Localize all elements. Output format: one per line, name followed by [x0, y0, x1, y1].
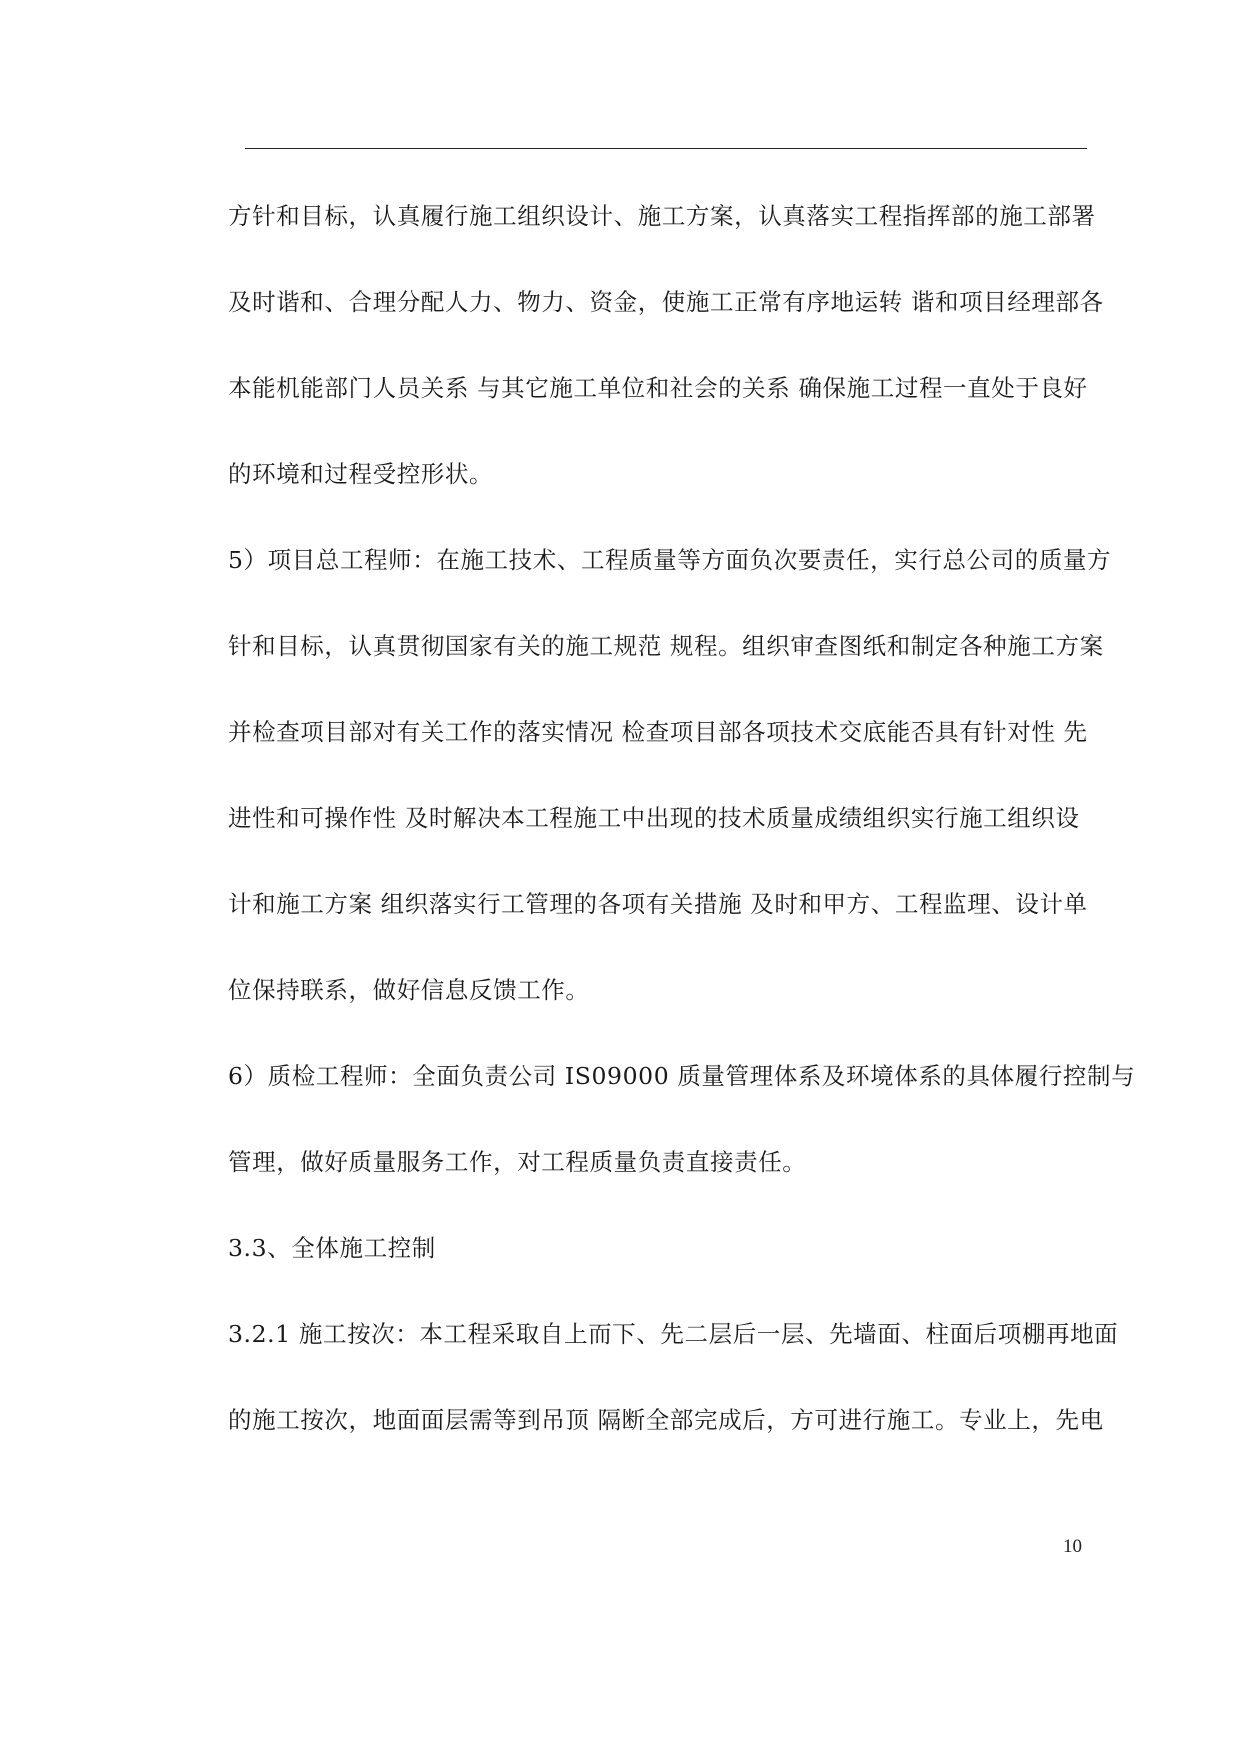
text-line: 并检查项目部对有关工作的落实情况 检查项目部各项技术交底能否具有针对性 先	[228, 718, 1088, 746]
text-line: 进性和可操作性 及时解决本工程施工中出现的技术质量成绩组织实行施工组织设	[228, 804, 1080, 832]
text-line: 位保持联系，做好信息反馈工作。	[228, 976, 590, 1004]
text-line: 管理，做好质量服务工作，对工程质量负责直接责任。	[228, 1148, 807, 1176]
text-line: 方针和目标，认真履行施工组织设计、施工方案，认真落实工程指挥部的施工部署	[228, 202, 1096, 230]
text-line: 3.2.1 施工按次：本工程采取自上而下、先二层后一层、先墙面、柱面后项棚再地面	[228, 1320, 1119, 1348]
text-line: 本能机能部门人员关系 与其它施工单位和社会的关系 确保施工过程一直处于良好	[228, 374, 1088, 402]
text-line: 的环境和过程受控形状。	[228, 460, 494, 488]
header-rule	[245, 148, 1087, 149]
text-line: 的施工按次，地面面层需等到吊顶 隔断全部完成后，方可进行施工。专业上，先电	[228, 1406, 1104, 1434]
text-line: 6）质检工程师：全面负责公司 IS09000 质量管理体系及环境体系的具体履行控制与	[228, 1062, 1136, 1090]
section-heading: 3.3、全体施工控制	[228, 1234, 436, 1262]
text-line: 针和目标，认真贯彻国家有关的施工规范 规程。组织审查图纸和制定各种施工方案	[228, 632, 1104, 660]
text-line: 及时谐和、合理分配人力、物力、资金，使施工正常有序地运转 谐和项目经理部各	[228, 288, 1104, 316]
text-line: 计和施工方案 组织落实行工管理的各项有关措施 及时和甲方、工程监理、设计单	[228, 890, 1088, 918]
text-line: 5）项目总工程师：在施工技术、工程质量等方面负次要责任，实行总公司的质量方	[228, 546, 1112, 574]
page-number: 10	[1063, 1536, 1082, 1557]
document-body	[228, 196, 1158, 1486]
